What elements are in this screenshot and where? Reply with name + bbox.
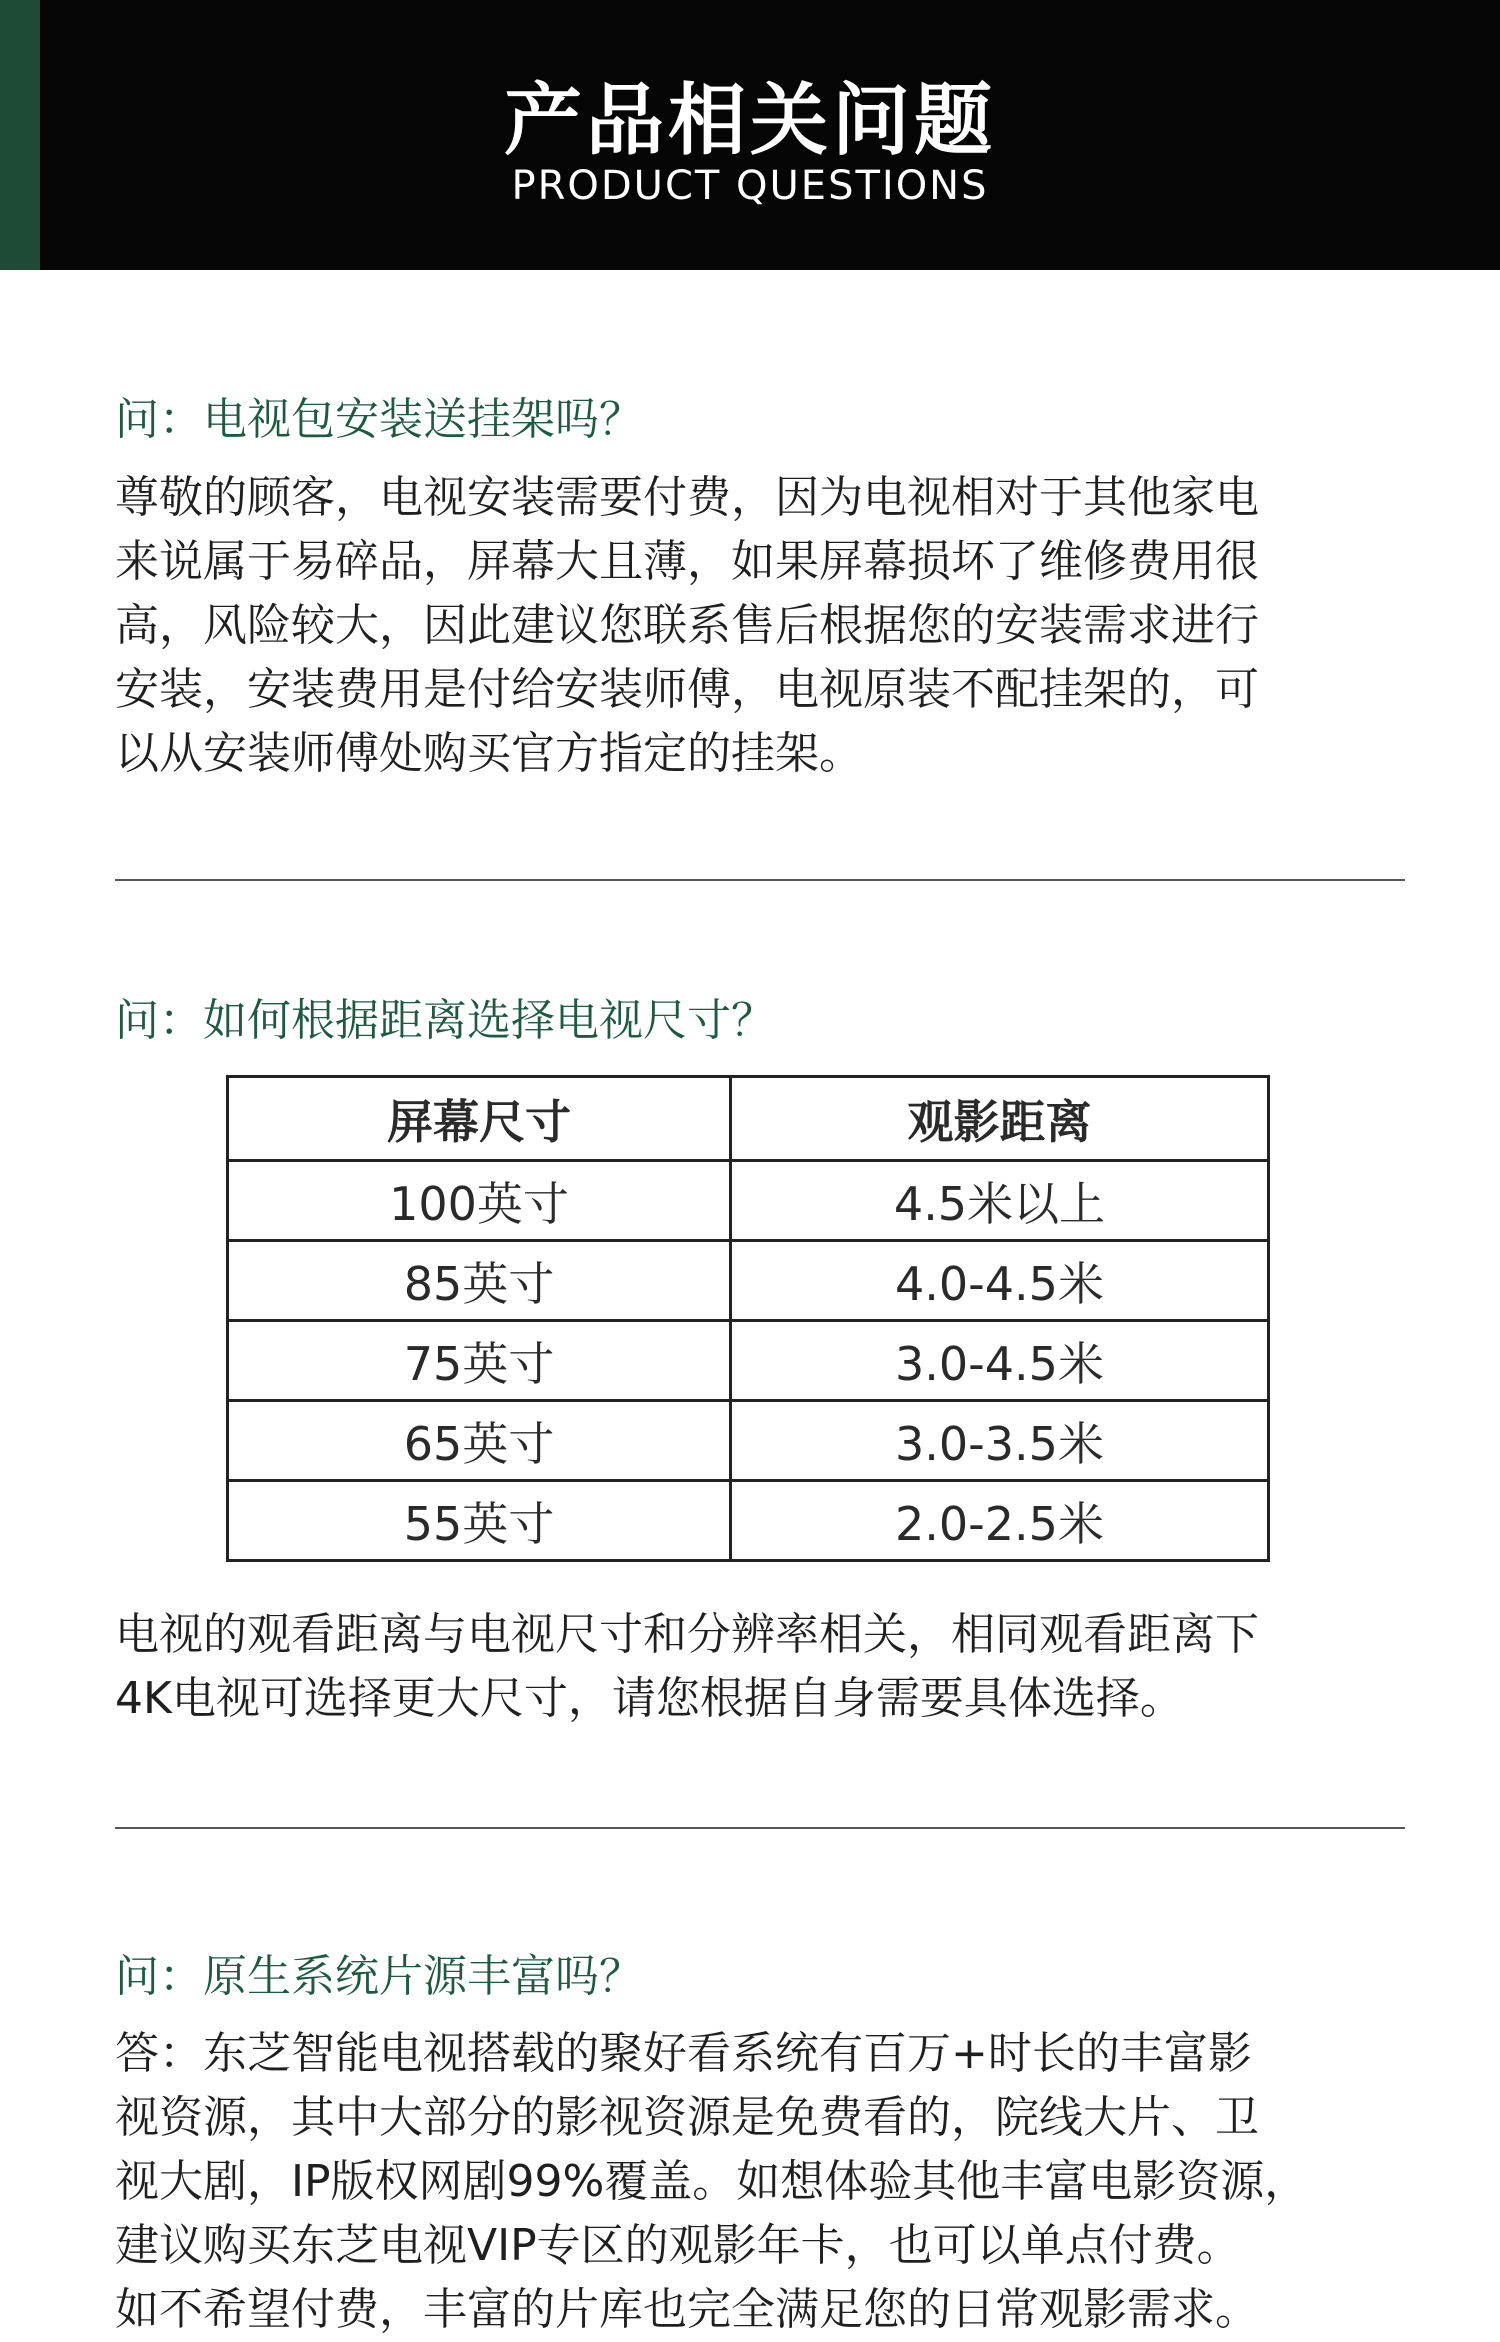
table-cell-size: 85英寸 (228, 1241, 731, 1321)
question-3: 问：原生系统片源丰富吗？ (115, 1951, 643, 2002)
table-header-row (228, 1077, 1269, 1161)
table-cell-size: 55英寸 (228, 1481, 731, 1561)
question-1: 问：电视包安装送挂架吗？ (115, 394, 643, 445)
table-cell-distance: 4.5米以上 (731, 1161, 1269, 1241)
answer-1 (115, 466, 1415, 786)
answer-1-line: 尊敬的顾客，电视安装需要付费，因为电视相对于其他家电 (115, 472, 1259, 523)
table-cell-size: 100英寸 (228, 1161, 731, 1241)
table-header-size: 屏幕尺寸 (228, 1077, 731, 1161)
page-title: 产品相关问题 (503, 76, 996, 166)
answer-2-line: 4K电视可选择更大尺寸，请您根据自身需要具体选择。 (115, 1673, 1184, 1724)
answer-1-line: 安装，安装费用是付给安装师傅，电视原装不配挂架的，可 (115, 664, 1259, 715)
table-cell-distance: 4.0-4.5米 (731, 1241, 1269, 1321)
table-cell-size: 65英寸 (228, 1401, 731, 1481)
answer-1-line: 来说属于易碎品，屏幕大且薄，如果屏幕损坏了维修费用很 (115, 536, 1259, 587)
answer-1-line: 以从安装师傅处购买官方指定的挂架。 (115, 728, 863, 779)
answer-3-line: 如不希望付费，丰富的片库也完全满足您的日常观影需求。 (115, 2284, 1259, 2335)
answer-2 (115, 1603, 1415, 1731)
table-row (228, 1481, 1269, 1561)
page-header (0, 0, 1500, 270)
table-row (228, 1241, 1269, 1321)
answer-2-line: 电视的观看距离与电视尺寸和分辨率相关，相同观看距离下 (115, 1609, 1259, 1660)
answer-3 (115, 2022, 1415, 2342)
table-cell-distance: 2.0-2.5米 (731, 1481, 1269, 1561)
table-row (228, 1161, 1269, 1241)
page-subtitle: PRODUCT QUESTIONS (511, 163, 989, 209)
section-divider (115, 1827, 1405, 1829)
table-row (228, 1401, 1269, 1481)
question-2: 问：如何根据距离选择电视尺寸？ (115, 995, 775, 1046)
answer-3-line: 答：东芝智能电视搭载的聚好看系统有百万+时长的丰富影 (115, 2028, 1252, 2079)
answer-3-line: 视资源，其中大部分的影视资源是免费看的，院线大片、卫 (115, 2092, 1259, 2143)
section-divider (115, 879, 1405, 881)
table-cell-size: 75英寸 (228, 1321, 731, 1401)
table-cell-distance: 3.0-3.5米 (731, 1401, 1269, 1481)
table-row (228, 1321, 1269, 1401)
answer-1-line: 高，风险较大，因此建议您联系售后根据您的安装需求进行 (115, 600, 1259, 651)
table-header-distance: 观影距离 (731, 1077, 1269, 1161)
answer-3-line: 视大剧，IP版权网剧99%覆盖。如想体验其他丰富电影资源， (115, 2156, 1309, 2207)
size-distance-table (226, 1075, 1270, 1562)
answer-3-line: 建议购买东芝电视VIP专区的观影年卡，也可以单点付费。 (115, 2220, 1241, 2271)
table-cell-distance: 3.0-4.5米 (731, 1321, 1269, 1401)
